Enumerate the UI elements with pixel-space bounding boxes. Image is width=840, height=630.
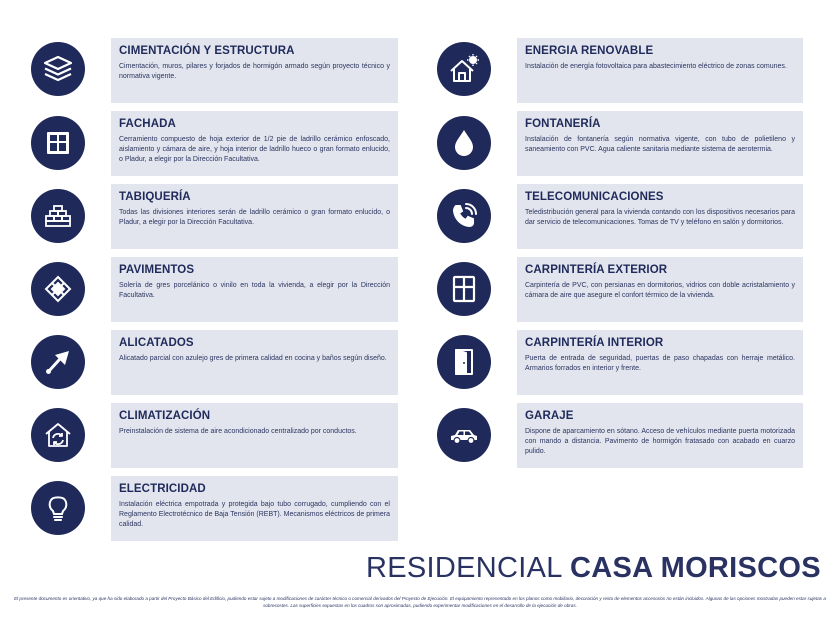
spec-text: Dispone de aparcamiento en sótano. Acceso de vehículos mediante puerta motorizada con mando a distancia. Pavimento de hormigón fratasado con acabado en cuarzo pulido. <box>525 428 795 455</box>
spec-text: Solería de gres porcelánico o vinilo en toda la vivienda, a elegir por la Dirección Facultativa. <box>119 282 390 299</box>
spec-card <box>111 184 398 249</box>
spec-title: FONTANERÍA <box>525 118 601 130</box>
disclaimer-text: El presente documento es orientativo, ya que ha sido elaborado a partir del Proyecto Básico del Edificio, pudiendo estar sujeto a modificaciones de carácter técnico o comercial derivados del Proyecto de Ejecución. El equipamiento representado en los planos como mobiliario, decoración y resto de elementos accesorios no están incluidos. Algunas de las opciones mostradas pueden estar sujetas a sobrecostes. Las superficies expuestas en los cuadros son aproximadas, pudiendo experimentar modificaciones en el desarrollo de la ejecución de obras. <box>14 596 826 609</box>
spec-text: Instalación de fontanería según normativa vigente, con tubo de polietileno y saneamiento con PVC. Agua caliente sanitaria mediante sistema de aerotermia. <box>525 136 795 153</box>
spec-card <box>111 111 398 176</box>
bricks-icon <box>31 189 85 243</box>
trowel-icon <box>31 335 85 389</box>
house-recycle-icon <box>31 408 85 462</box>
solar-house-icon <box>437 42 491 96</box>
brand-title <box>366 552 821 585</box>
layers-icon <box>31 42 85 96</box>
phone-icon <box>437 189 491 243</box>
spec-card <box>517 403 803 468</box>
spec-text: Cerramiento compuesto de hoja exterior de 1/2 pie de ladrillo cerámico enfoscado, aislamiento y cámara de aire, y hoja interior de ladrillo hueco o gran formato enlucido, o Pladur, a elegir por la Dirección Facultativa. <box>119 136 390 163</box>
water-drop-icon <box>437 116 491 170</box>
spec-title: CIMENTACIÓN Y ESTRUCTURA <box>119 45 295 57</box>
spec-title: ELECTRICIDAD <box>119 483 206 495</box>
spec-card <box>517 184 803 249</box>
spec-title: CARPINTERÍA INTERIOR <box>525 337 664 349</box>
spec-text: Instalación eléctrica empotrada y protegida bajo tubo corrugado, cumpliendo con el Reglamento Electrotécnico de Baja Tensión (REBT). Mecanismos eléctricos de primera calidad. <box>119 501 390 528</box>
spec-title: TABIQUERÍA <box>119 191 191 203</box>
spec-title: FACHADA <box>119 118 176 130</box>
spec-card <box>111 476 398 541</box>
spec-text: Preinstalación de sistema de aire acondicionado centralizado por conductos. <box>119 428 357 435</box>
spec-card <box>111 403 398 468</box>
brand-title-light: RESIDENCIAL <box>366 552 570 584</box>
spec-text: Puerta de entrada de seguridad, puertas de paso chapadas con herraje metálico. Armarios forrados en interior y frente. <box>525 355 795 372</box>
spec-text: Cimentación, muros, pilares y forjados de hormigón armado según proyecto técnico y normativa vigente. <box>119 63 390 80</box>
spec-title: ENERGIA RENOVABLE <box>525 45 654 57</box>
spec-text: Alicatado parcial con azulejo gres de primera calidad en cocina y baños según diseño. <box>119 355 387 362</box>
window-icon <box>437 262 491 316</box>
lightbulb-icon <box>31 481 85 535</box>
spec-card <box>111 257 398 322</box>
car-icon <box>437 408 491 462</box>
spec-card <box>517 330 803 395</box>
spec-text: Instalación de energía fotovoltaica para abastecimiento eléctrico de zonas comunes. <box>525 63 787 70</box>
spec-title: ALICATADOS <box>119 337 194 349</box>
spec-card <box>517 111 803 176</box>
door-icon <box>437 335 491 389</box>
spec-card <box>111 38 398 103</box>
tiles-icon <box>31 262 85 316</box>
spec-card <box>111 330 398 395</box>
spec-title: PAVIMENTOS <box>119 264 195 276</box>
brand-title-bold: CASA MORISCOS <box>569 552 821 584</box>
spec-title: TELECOMUNICACIONES <box>525 191 664 203</box>
spec-title: CARPINTERÍA EXTERIOR <box>525 264 668 276</box>
spec-card <box>517 257 803 322</box>
spec-card <box>517 38 803 103</box>
spec-title: CLIMATIZACIÓN <box>119 410 211 422</box>
window-grid-icon <box>31 116 85 170</box>
spec-text: Teledistribución general para la vivienda contando con los dispositivos necesarios para dar servicio de telecomunicaciones. Tomas de TV y teléfono en salón y dormitorios. <box>525 209 795 226</box>
spec-title: GARAJE <box>525 410 574 422</box>
spec-text: Carpintería de PVC, con persianas en dormitorios, vidrios con doble acristalamiento y cámara de aire que asegure el confort térmico de la vivienda. <box>525 282 795 299</box>
spec-text: Todas las divisiones interiores serán de ladrillo cerámico o gran formato enlucido, o Pladur, a elegir por la Dirección Facultativa. <box>119 209 390 226</box>
